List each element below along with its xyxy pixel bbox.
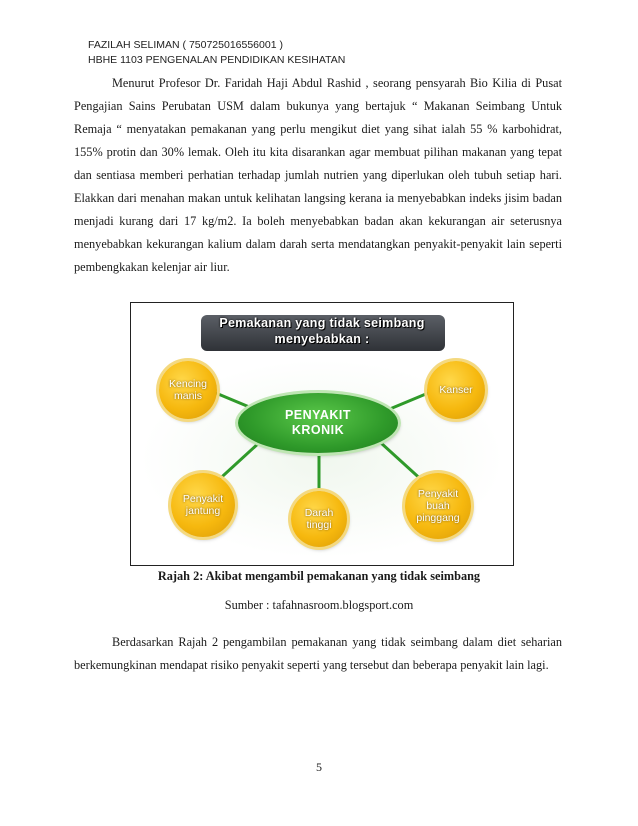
- header-author-line: FAZILAH SELIMAN ( 750725016556001 ): [88, 39, 283, 51]
- figure-title-line-2: menyebabkan :: [274, 332, 370, 346]
- node-penyakit-jantung-line-2: jantung: [185, 505, 221, 517]
- node-buah-pinggang-line-1: Penyakit: [417, 488, 459, 500]
- body-paragraph-1: [74, 72, 562, 279]
- node-darah-tinggi-line-1: Darah: [304, 507, 334, 519]
- node-darah-tinggi: [291, 491, 347, 547]
- node-kanser: [427, 361, 485, 419]
- node-kencing-manis: [159, 361, 217, 419]
- node-buah-pinggang-line-3: pinggang: [416, 512, 460, 524]
- node-kanser-line-1: Kanser: [439, 384, 473, 396]
- node-buah-pinggang-line-2: buah: [426, 500, 450, 512]
- center-node-line-1: PENYAKIT: [284, 408, 352, 422]
- node-kencing-manis-line-1: Kencing: [169, 378, 207, 390]
- node-kencing-manis-line-2: manis: [173, 390, 202, 402]
- figure-caption: Rajah 2: Akibat mengambil pemakanan yang tidak seimbang: [157, 569, 481, 583]
- connector-buah-pinggang: [381, 443, 425, 483]
- figure-source: Sumber : tafahnasroom.blogsport.com: [224, 598, 414, 612]
- figure-diagram: [130, 302, 514, 566]
- node-penyakit-jantung-line-1: Penyakit: [182, 493, 224, 505]
- document-header: [88, 38, 345, 68]
- body-paragraph-2: [74, 631, 562, 677]
- figure-title-line-1: Pemakanan yang tidak seimbang: [219, 316, 425, 330]
- body-paragraph-2-text: Berdasarkan Rajah 2 pengambilan pemakanan yang tidak seimbang dalam diet seharian berkemungkinan mendapat risiko penyakit seperti yang tersebut dan beberapa penyakit lain lagi.: [74, 635, 562, 672]
- node-penyakit-kronik: [238, 393, 398, 453]
- node-darah-tinggi-line-2: tinggi: [306, 519, 332, 531]
- connector-kanser: [385, 391, 433, 411]
- center-node-line-2: KRONIK: [291, 423, 345, 437]
- node-penyakit-jantung: [171, 473, 235, 537]
- body-paragraph-1-text: Menurut Profesor Dr. Faridah Haji Abdul Rashid , seorang pensyarah Bio Kilia di Pusat Pengajian Sains Perubatan USM dalam bukunya yang bertajuk “ Makanan Seimbang Untuk Remaja “ menyatakan pemakanan yang perlu mengikut diet yang sihat ialah 55 % karbohidrat, 155% protin dan 30% lemak. Oleh itu kita disarankan agar membuat pilihan makanan yang tepat dan sentiasa memberi perhatian terhadap jumlah nutrien yang diperlukan oleh tubuh setiap hari. Elakkan dari menahan makan untuk kelihatan langsing kerana ia menyebabkan indeks jisim badan menjadi kurang dari 17 kg/m2. Ia boleh menyebabkan badan akan kekurangan air seterusnya menyebabkan kekurangan kalium dalam darah serta mendatangkan penyakit-penyakit lain seperti pembengkakan kelenjar air liur.: [74, 76, 562, 274]
- page-number: 5: [316, 760, 322, 774]
- header-course-line: HBHE 1103 PENGENALAN PENDIDIKAN KESIHATAN: [88, 54, 346, 66]
- node-penyakit-buah-pinggang: [405, 473, 471, 539]
